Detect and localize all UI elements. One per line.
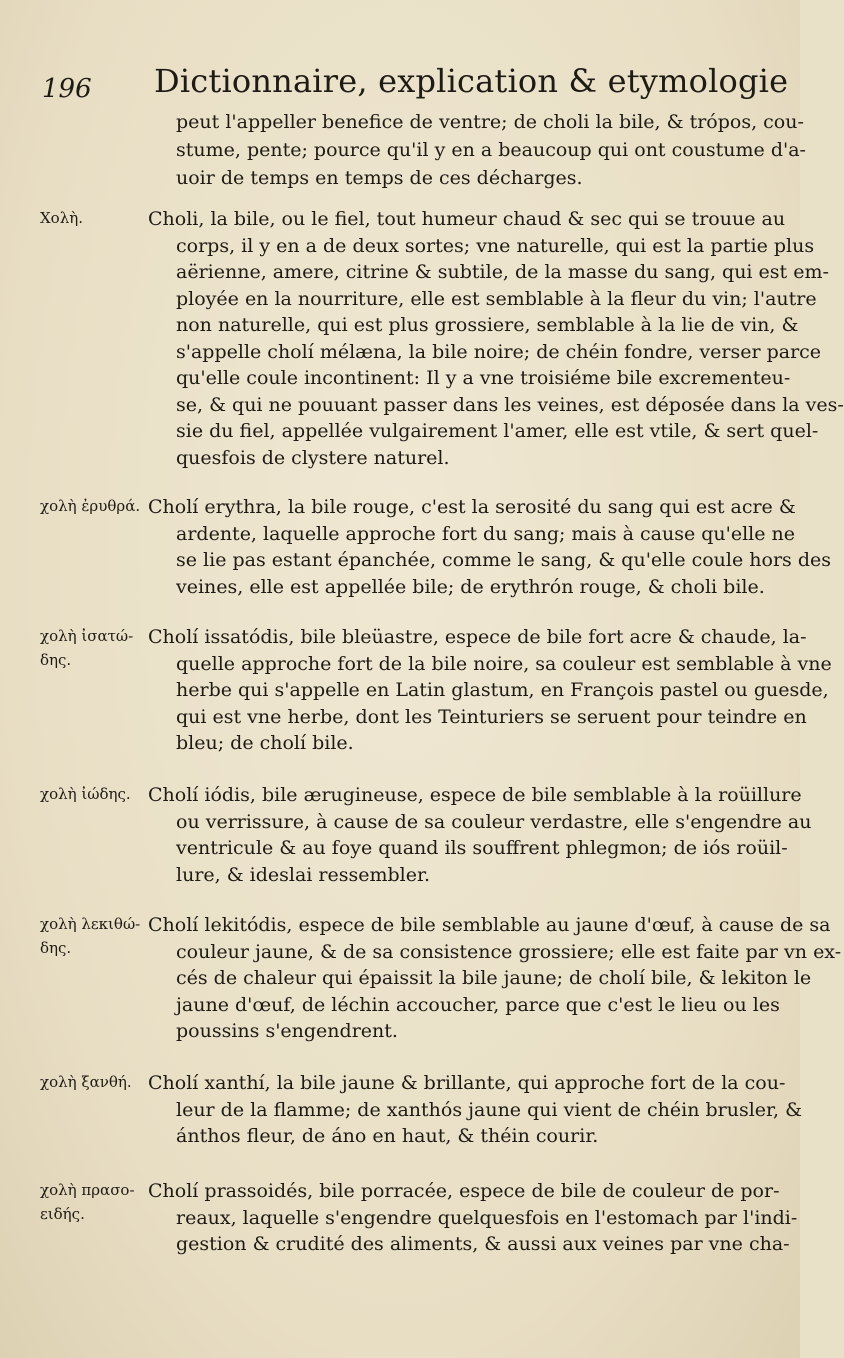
text-line: Cholí issatódis, bile bleüastre, espece de bile fort acre & chaude, la- xyxy=(148,626,807,648)
text-line: ou verrissure, à cause de sa couleur verdastre, elle s'engendre au xyxy=(176,810,812,833)
entry-definition xyxy=(148,1178,798,1258)
dictionary-entry xyxy=(40,782,812,888)
greek-headword: Χολὴ. xyxy=(40,209,83,227)
dictionary-entry xyxy=(40,1070,803,1150)
text-line: quelle approche fort de la bile noire, sa couleur est semblable à vne xyxy=(176,652,832,675)
entry-definition xyxy=(148,912,842,1045)
page-number: 196 xyxy=(42,74,92,104)
text-line: leur de la flamme; de xanthós jaune qui vient de chéin brusler, & xyxy=(176,1098,803,1121)
text-line: ployée en la nourriture, elle est semblable à la fleur du vin; l'autre xyxy=(176,287,817,310)
text-line: Cholí lekitódis, espece de bile semblable au jaune d'œuf, à cause de sa xyxy=(148,914,831,936)
dictionary-entry xyxy=(40,912,842,1045)
text-line: corps, il y en a de deux sortes; vne naturelle, qui est la partie plus xyxy=(176,234,815,257)
text-line: se, & qui ne pouuant passer dans les veines, est déposée dans la ves- xyxy=(176,393,844,416)
running-title: Dictionnaire, explication & etymologie xyxy=(154,62,789,100)
text-line: ardente, laquelle approche fort du sang; mais à cause qu'elle ne xyxy=(176,522,796,545)
dictionary-entry xyxy=(40,206,844,471)
text-line: poussins s'engendrent. xyxy=(176,1020,398,1042)
text-line: veines, elle est appellée bile; de erythrón rouge, & choli bile. xyxy=(176,575,765,598)
text-line: aërienne, amere, citrine & subtile, de la masse du sang, qui est em- xyxy=(176,261,829,283)
text-line: sie du fiel, appellée vulgairement l'amer, elle est vtile, & sert quel- xyxy=(176,420,819,442)
entry-definition xyxy=(148,206,844,471)
text-line: Cholí iódis, bile ærugineuse, espece de bile semblable à la roüillure xyxy=(148,784,802,806)
text-line: lure, & ideslai ressembler. xyxy=(176,863,431,886)
text-line: peut l'appeller benefice de ventre; de choli la bile, & trópos, cou- xyxy=(176,111,804,133)
text-line: s'appelle cholí mélæna, la bile noire; de chéin fondre, verser parce xyxy=(176,340,822,363)
text-line: non naturelle, qui est plus grossiere, semblable à la lie de vin, & xyxy=(176,314,799,336)
text-line: bleu; de cholí bile. xyxy=(176,732,354,754)
continuation-paragraph xyxy=(176,108,806,192)
text-line: gestion & crudité des aliments, & aussi aux veines par vne cha- xyxy=(176,1233,790,1255)
entry-definition xyxy=(148,494,831,600)
greek-headword: χολὴ πρασο- ειδής. xyxy=(40,1181,135,1223)
entry-definition xyxy=(148,1070,803,1150)
text-line: reaux, laquelle s'engendre quelquesfois en l'estomach par l'indi- xyxy=(176,1206,798,1229)
greek-headword: χολὴ ξανθή. xyxy=(40,1073,132,1091)
text-line: ventricule & au foye quand ils souffrent phlegmon; de iós roüil- xyxy=(176,837,788,859)
text-line: ánthos fleur, de áno en haut, & théin courir. xyxy=(176,1125,599,1147)
text-line: qu'elle coule incontinent: Il y a vne troisiéme bile excrementeu- xyxy=(176,367,791,389)
greek-headword: χολὴ ἰσατώ- δης. xyxy=(40,627,134,669)
text-line: herbe qui s'appelle en Latin glastum, en François pastel ou guesde, xyxy=(176,679,829,701)
text-line: se lie pas estant épanchée, comme le sang, & qu'elle coule hors des xyxy=(176,549,831,571)
text-line: quesfois de clystere naturel. xyxy=(176,446,450,469)
dictionary-entry xyxy=(40,1178,798,1258)
entry-definition xyxy=(148,782,812,888)
text-line: Cholí xanthí, la bile jaune & brillante, qui approche fort de la cou- xyxy=(148,1072,786,1094)
greek-headword: χολὴ ἐρυθρά. xyxy=(40,497,141,515)
dictionary-entry xyxy=(40,494,831,600)
page-header xyxy=(42,62,789,112)
greek-headword: χολὴ ἰώδης. xyxy=(40,785,131,803)
text-line: cés de chaleur qui épaissit la bile jaune; de cholí bile, & lekiton le xyxy=(176,967,812,989)
entry-definition xyxy=(148,624,832,757)
text-line: uoir de temps en temps de ces décharges. xyxy=(176,167,583,189)
greek-headword: χολὴ λεκιθώ- δης. xyxy=(40,915,141,957)
dictionary-entry xyxy=(40,624,832,757)
text-line: stume, pente; pource qu'il y en a beaucoup qui ont coustume d'a- xyxy=(176,139,806,161)
text-line: Cholí prassoidés, bile porracée, espece de bile de couleur de por- xyxy=(148,1180,780,1202)
text-line: qui est vne herbe, dont les Teinturiers se seruent pour teindre en xyxy=(176,705,807,728)
text-line: jaune d'œuf, de léchin accoucher, parce que c'est le lieu ou les xyxy=(176,993,780,1016)
text-line: Choli, la bile, ou le fiel, tout humeur chaud & sec qui se trouue au xyxy=(148,208,786,230)
text-line: Cholí erythra, la bile rouge, c'est la serosité du sang qui est acre & xyxy=(148,496,796,518)
text-line: couleur jaune, & de sa consistence grossiere; elle est faite par vn ex- xyxy=(176,940,842,963)
